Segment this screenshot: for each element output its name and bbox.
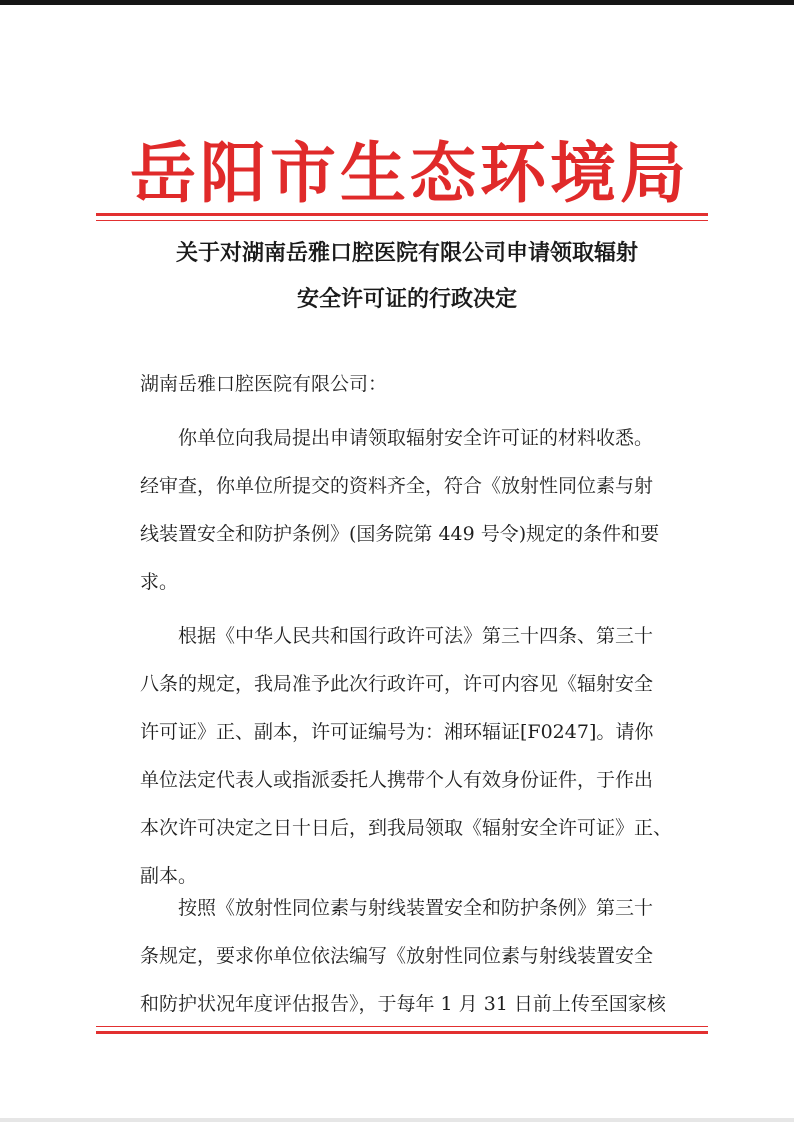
paragraph-line: 条规定，要求你单位依法编写《放射性同位素与射线装置安全: [140, 945, 654, 967]
organization-header: 岳阳市生态环境局: [130, 134, 690, 212]
paragraph-line: 经审查，你单位所提交的资料齐全，符合《放射性同位素与射: [140, 475, 654, 497]
paragraph-line: 单位法定代表人或指派委托人携带个人有效身份证件，于作出: [140, 769, 654, 791]
header-rule-thin: [96, 220, 708, 221]
paragraph-line: 副本。: [140, 865, 198, 887]
addressee-text: 湖南岳雅口腔医院有限公司：: [140, 373, 388, 395]
scan-edge-top: [0, 0, 794, 5]
paragraph-3: [140, 884, 740, 1028]
paragraph-line: 根据《中华人民共和国行政许可法》第三十四条、第三十: [140, 625, 654, 647]
paragraph-line: 你单位向我局提出申请领取辐射安全许可证的材料收悉。: [140, 427, 654, 449]
paragraph-line: 和防护状况年度评估报告》，于每年 1 月 31 日前上传至国家核: [140, 993, 666, 1015]
paragraph-line: 线装置安全和防护条例》(国务院第 449 号令)规定的条件和要: [140, 523, 660, 545]
document-title-line-1: 关于对湖南岳雅口腔医院有限公司申请领取辐射: [175, 240, 638, 266]
header-rule-thick: [96, 213, 708, 216]
paragraph-line: 八条的规定，我局准予此次行政许可，许可内容见《辐射安全: [140, 673, 654, 695]
footer-rule-thick: [96, 1031, 708, 1034]
addressee: [140, 360, 740, 408]
paragraph-1: [140, 414, 740, 606]
paragraph-2: [140, 612, 740, 900]
paragraph-line: 许可证》正、副本，许可证编号为：湘环辐证[F0247]。请你: [140, 721, 654, 743]
paragraph-line: 本次许可决定之日十日后，到我局领取《辐射安全许可证》正、: [140, 817, 673, 839]
document-title-line-2: 安全许可证的行政决定: [296, 286, 517, 312]
paragraph-line: 按照《放射性同位素与射线装置安全和防护条例》第三十: [140, 897, 654, 919]
scan-edge-bottom: [0, 1118, 794, 1122]
paragraph-line: 求。: [140, 571, 179, 593]
footer-rule-thin: [96, 1026, 708, 1027]
